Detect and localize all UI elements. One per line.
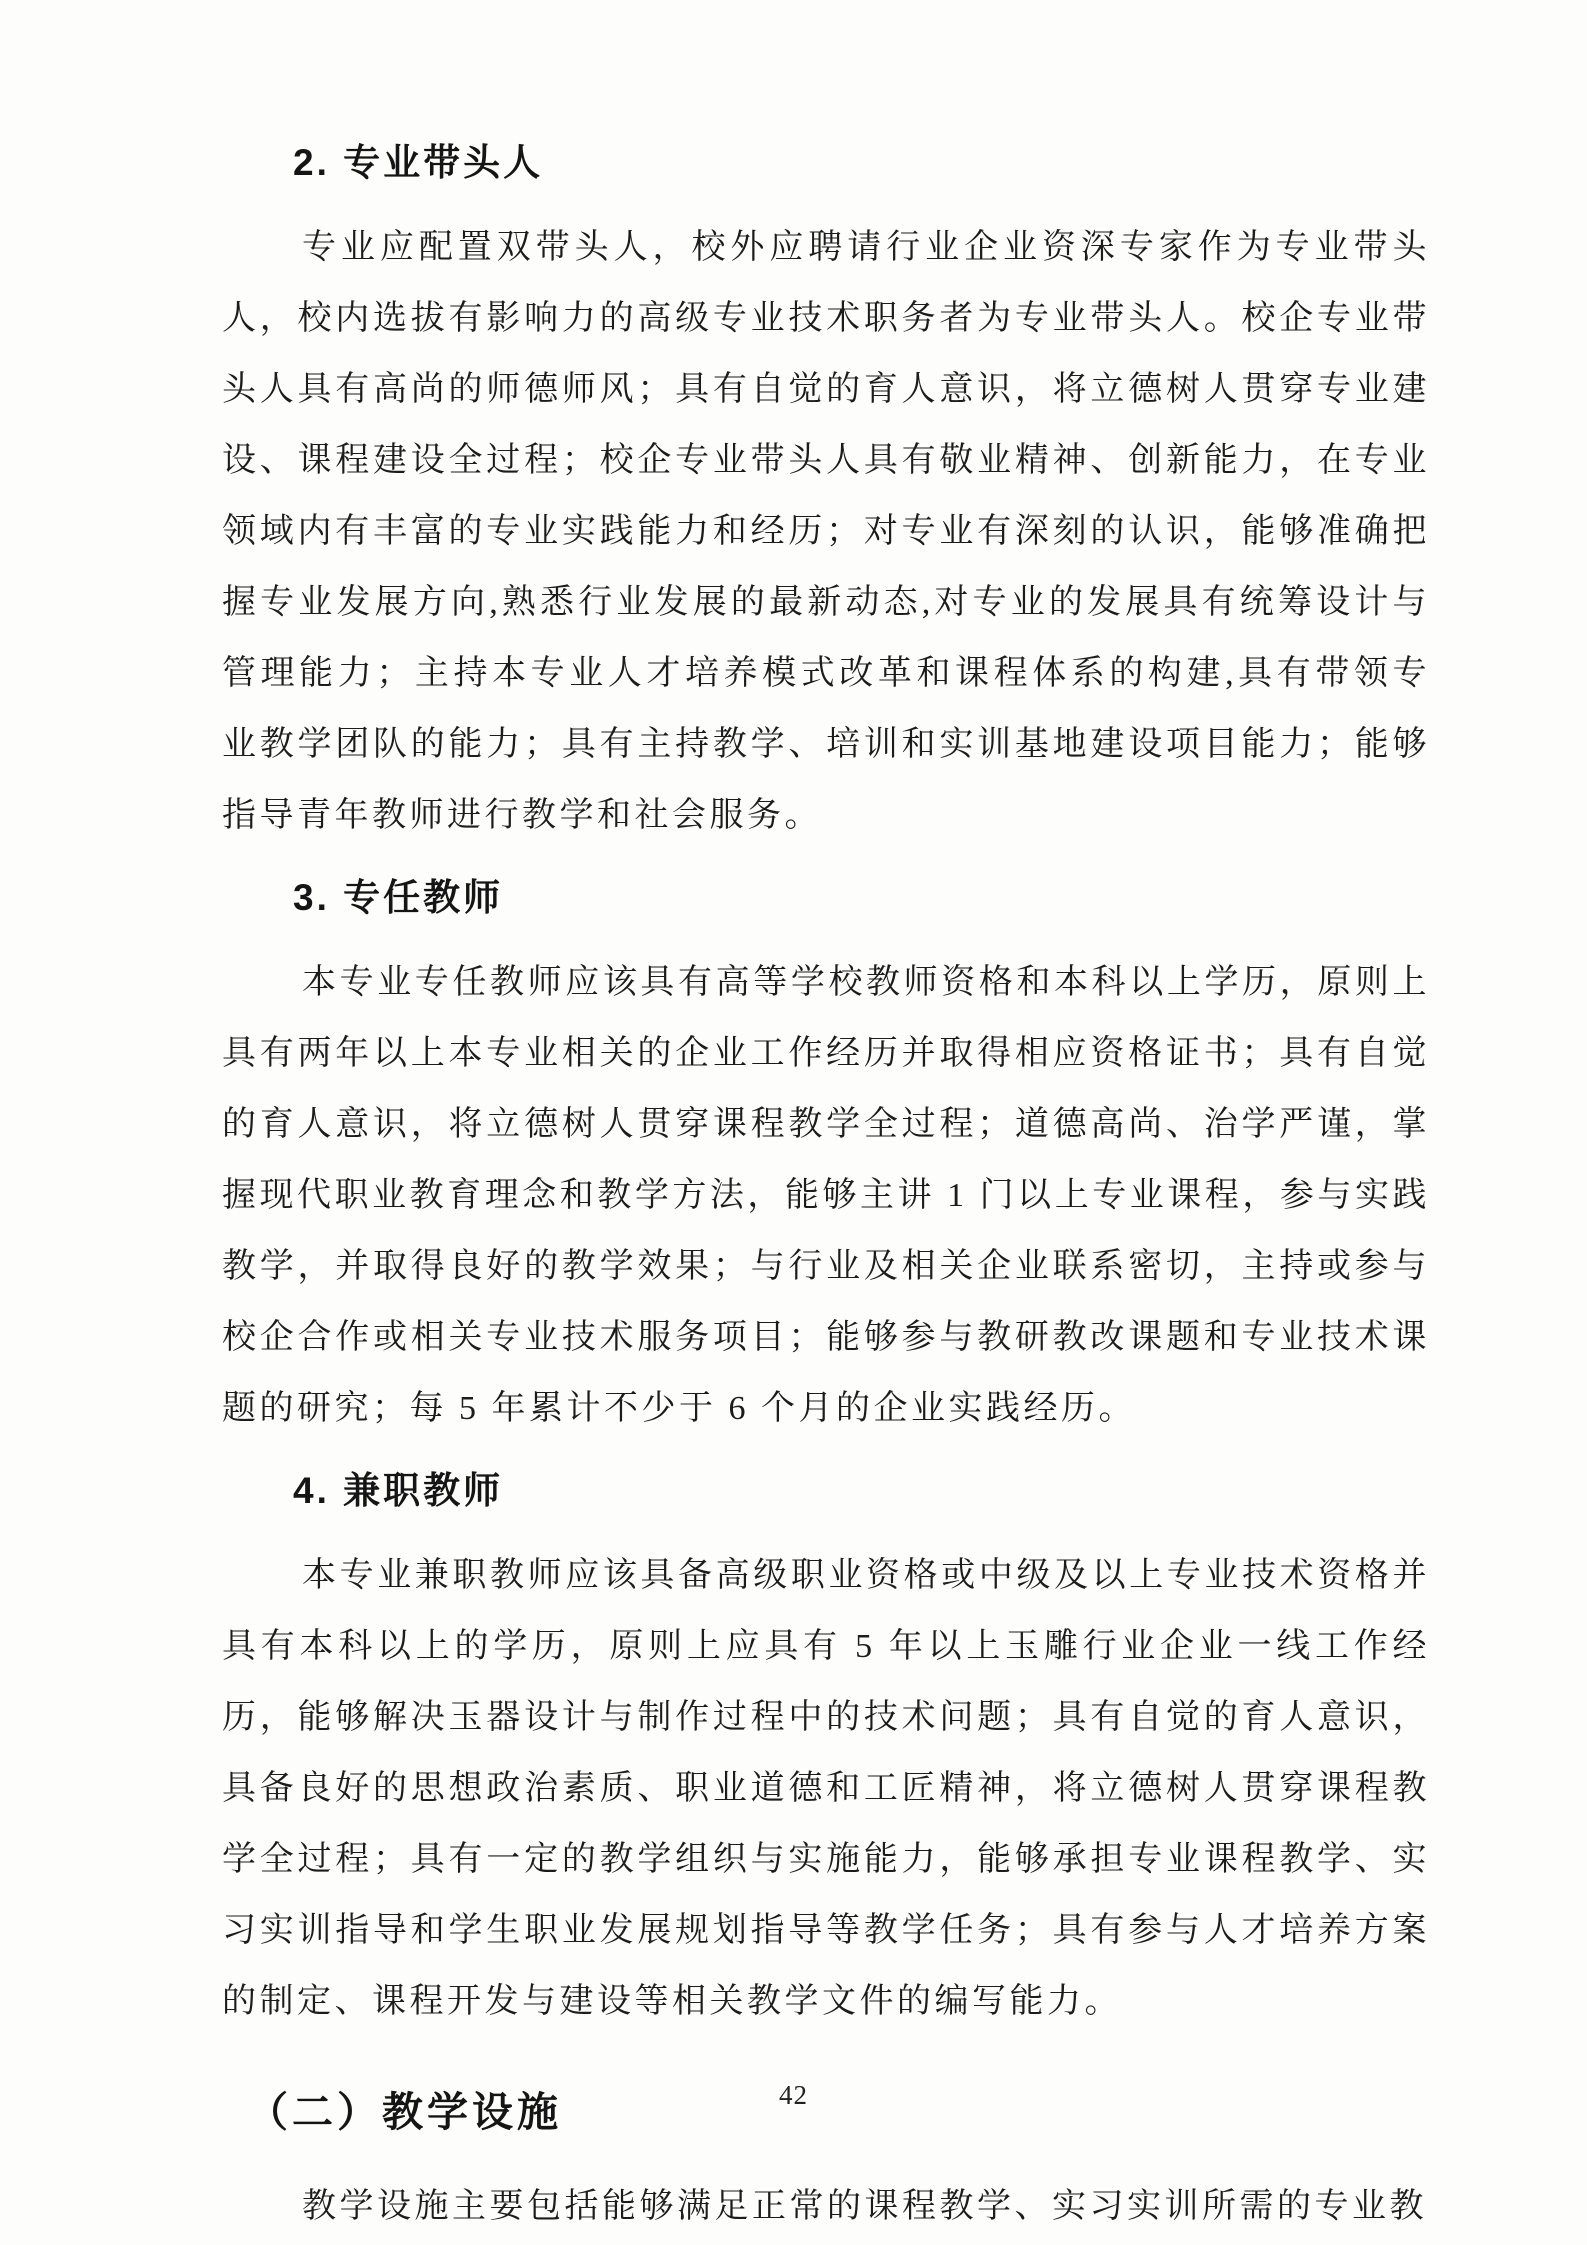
paragraph-fulltime-teachers: 本专业专任教师应该具有高等学校教师资格和本科以上学历，原则上具有两年以上本专业相关的企业工作经历并取得相应资格证书；具有自觉的育人意识，将立德树人贯穿课程教学全过程；道德高尚、治学严谨，掌握现代职业教育理念和教学方法，能够主讲 1 门以上专业课程，参与实践教学，并取得良好的教学效果；与行业及相关企业联系密切，主持或参与校企合作或相关专业技术服务项目；能够参与教研教改课题和专业技术课题的研究；每 5 年累计不少于 6 个月的企业实践经历。 — [222, 964, 1430, 1427]
section-heading-parttime-teachers: 4. 兼职教师 — [293, 1470, 504, 1511]
section-parttime-teachers — [222, 1468, 1430, 2037]
section-heading-professional-leader: 2. 专业带头人 — [293, 142, 544, 183]
section-fulltime-teachers — [222, 875, 1430, 1444]
section-heading-fulltime-teachers: 3. 专任教师 — [293, 877, 504, 918]
page-number: 42 — [779, 2080, 808, 2110]
paragraph-parttime-teachers: 本专业兼职教师应该具备高级职业资格或中级及以上专业技术资格并具有本科以上的学历，原则上应具有 5 年以上玉雕行业企业一线工作经历，能够解决玉器设计与制作过程中的技术问题；具有自觉的育人意识，具备良好的思想政治素质、职业道德和工匠精神，将立德树人贯穿课程教学全过程；具有一定的教学组织与实施能力，能够承担专业课程教学、实习实训指导和学生职业发展规划指导等教学任务；具有参与人才培养方案的制定、课程开发与建设等相关教学文件的编写能力。 — [222, 1557, 1430, 2020]
paragraph-teaching-facilities: 教学设施主要包括能够满足正常的课程教学、实习实训所需的专业教 — [302, 2188, 1427, 2225]
section-heading-teaching-facilities: （二）教学设施 — [247, 2089, 562, 2135]
paragraph-professional-leader: 专业应配置双带头人，校外应聘请行业企业资深专家作为专业带头人，校内选拔有影响力的高级专业技术职务者为专业带头人。校企专业带头人具有高尚的师德师风；具有自觉的育人意识，将立德树人贯穿专业建设、课程建设全过程；校企专业带头人具有敬业精神、创新能力，在专业领域内有丰富的专业实践能力和经历；对专业有深刻的认识，能够准确把握专业发展方向,熟悉行业发展的最新动态,对专业的发展具有统筹设计与管理能力；主持本专业人才培养模式改革和课程体系的构建,具有带领专业教学团队的能力；具有主持教学、培训和实训基地建设项目能力；能够指导青年教师进行教学和社会服务。 — [222, 229, 1430, 834]
section-professional-leader — [222, 140, 1430, 851]
